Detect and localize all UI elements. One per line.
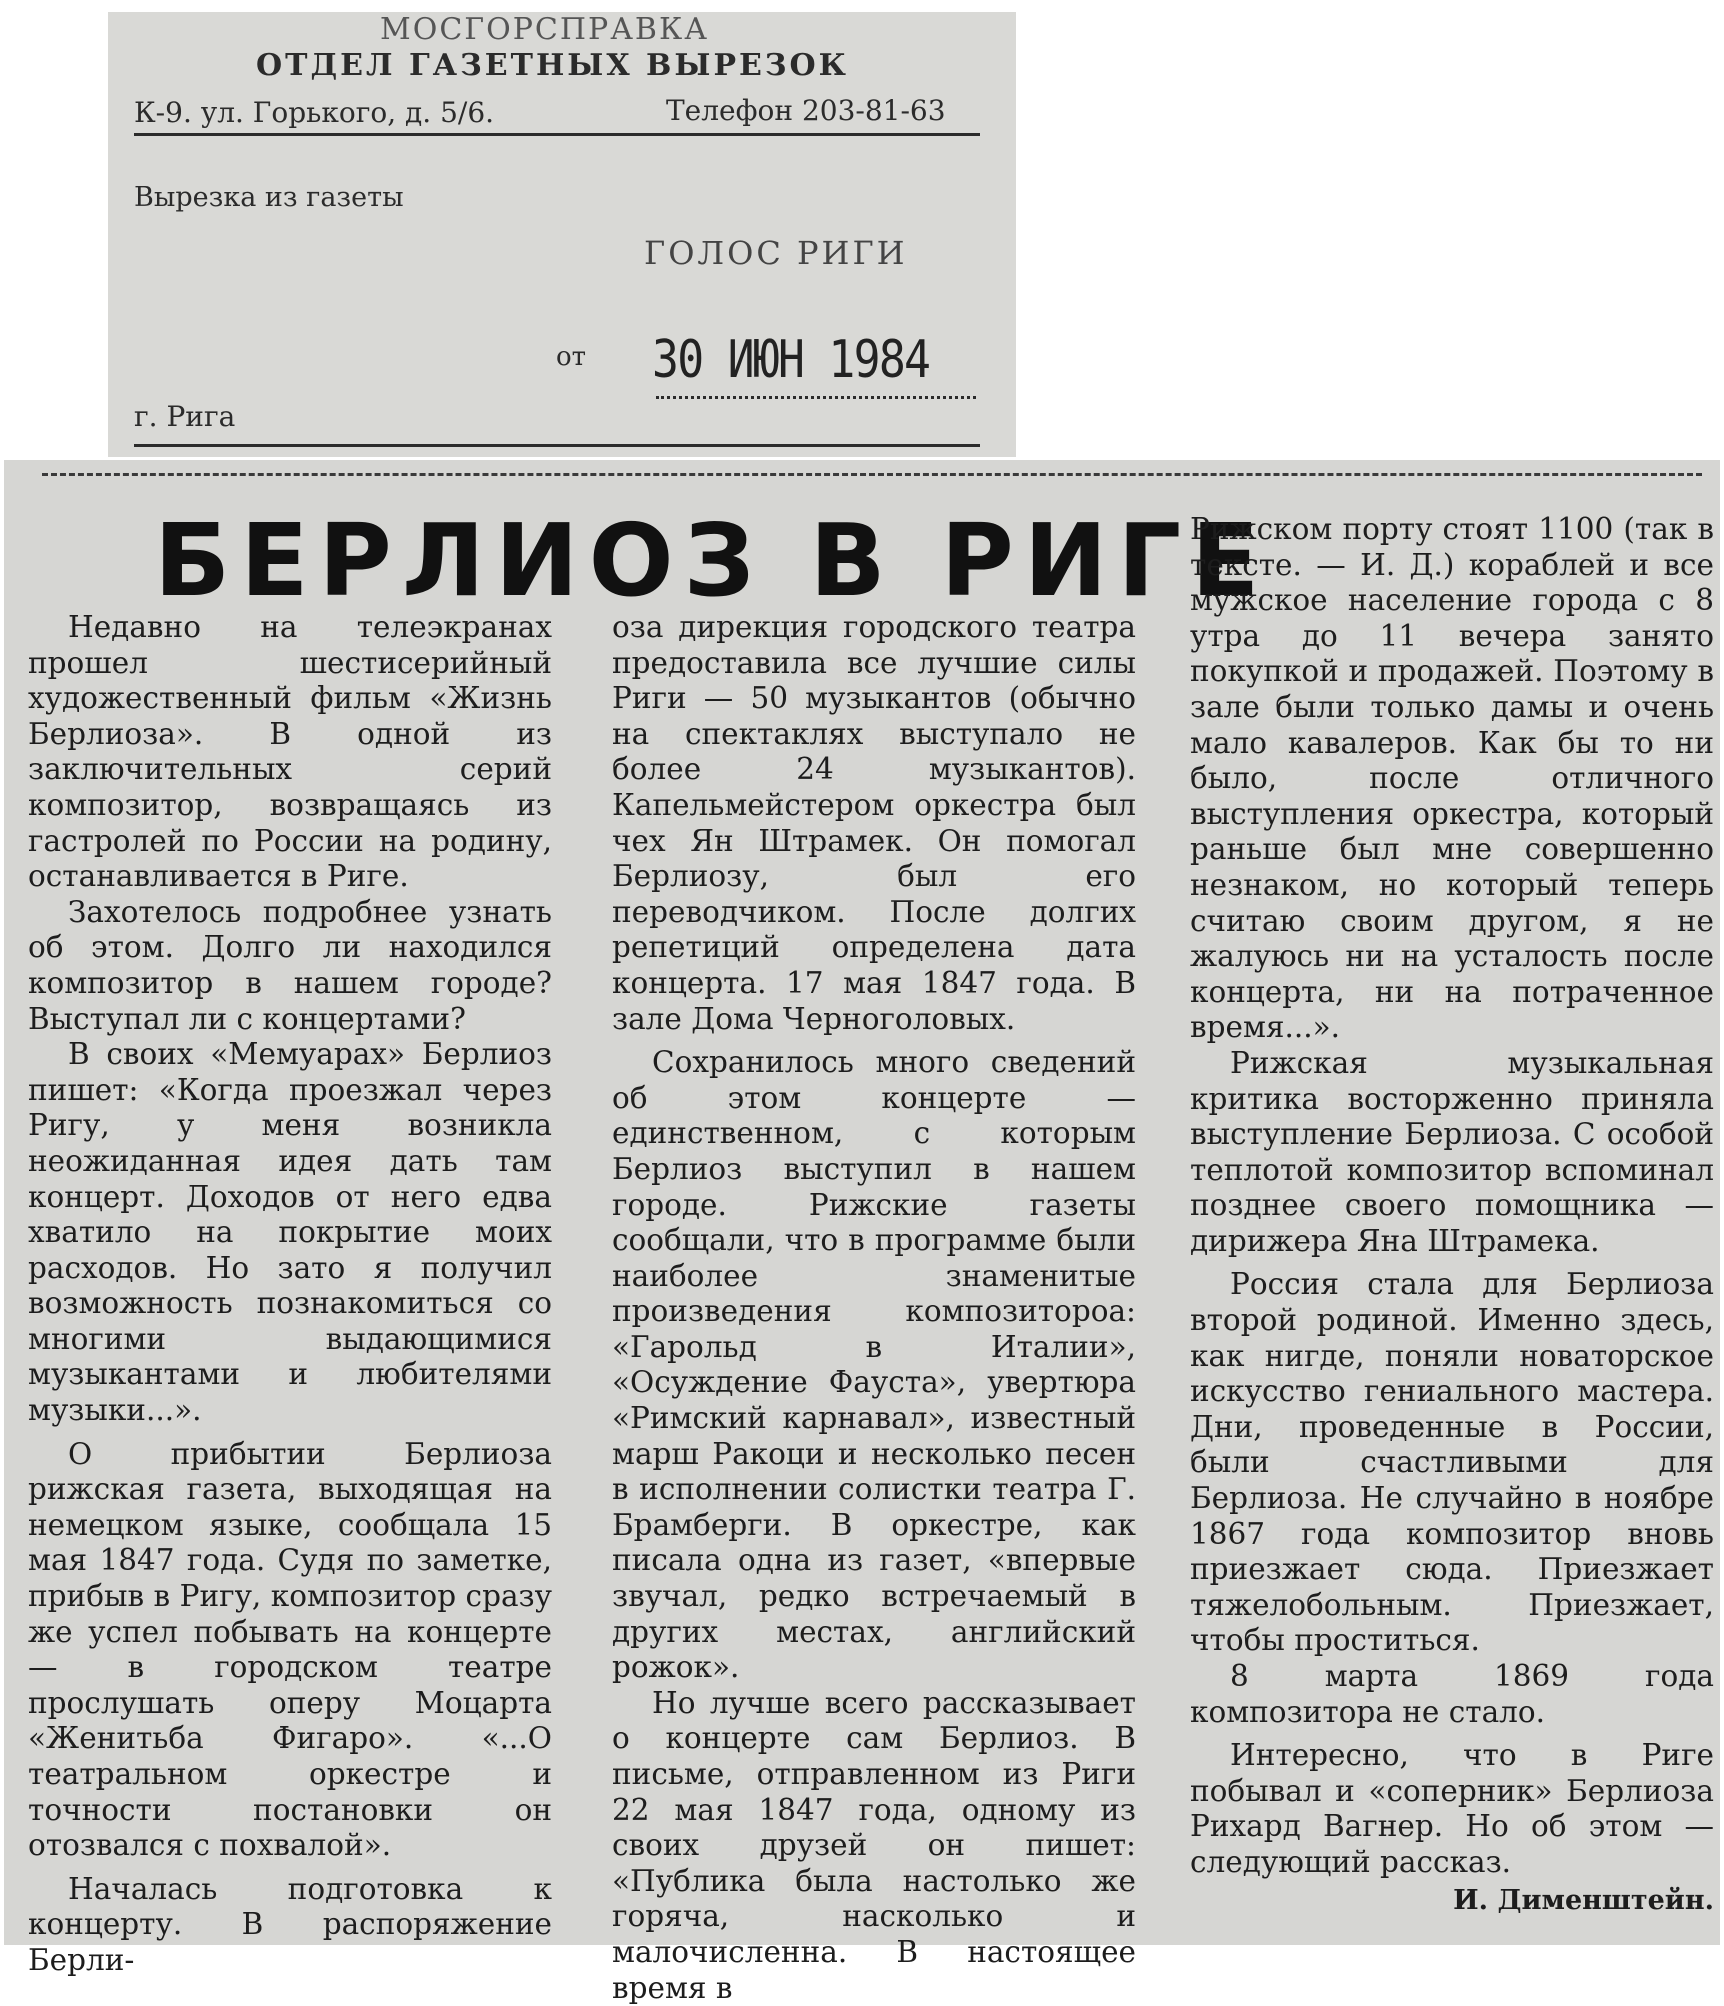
author-signature: И. Дименштейн. (1453, 1884, 1714, 1916)
newspaper-clipping (4, 460, 1720, 2005)
address: К-9. ул. Горького, д. 5/6. (134, 96, 495, 129)
date-prefix: от (556, 342, 587, 372)
paragraph: О прибытии Берлиоза рижская газета, выходящая на немецком языке, сообщала 15 мая 1847 года. Судя по заметке, прибыв в Ригу, композитор сразу же успел побывать на концерте — в городском театре прослушать оперу Моцарта «Женитьба Фигаро». «...О театральном оркестре и точности постановки он отозвался с похвалой». (28, 1436, 552, 1863)
article-title: БЕРЛИОЗ В РИГЕ (154, 502, 1270, 619)
paragraph: Началась подготовка к концерту. В распоряжение Берли- (28, 1871, 552, 1977)
phone: Телефон 203-81-63 (666, 94, 946, 127)
header-rule (134, 133, 980, 136)
article-column-2 (612, 610, 1136, 2006)
paragraph: Интересно, что в Риге побывал и «соперник» Берлиоза Рихард Вагнер. Но об этом — следующий рассказ. (1190, 1738, 1714, 1879)
paragraph: Захотелось подробнее узнать об этом. Долго ли находился композитор в нашем городе? Выступал ли с концертами? (28, 894, 552, 1036)
paragraph: Россия стала для Берлиоза второй родиной. Именно здесь, как нигде, поняли новаторское искусство гениального мастера. Дни, проведенные в России, были счастливыми для Берлиоза. Не случайно в ноябре 1867 года композитор вновь приезжает сюда. Приезжает тяжелобольным. Приезжает, чтобы проститься. (1190, 1267, 1714, 1658)
cut-line (42, 473, 1702, 476)
article-column-1 (28, 610, 552, 1979)
paragraph: 8 марта 1869 года композитора не стало. (1190, 1659, 1714, 1729)
paragraph: Рижская музыкальная критика восторженно приняла выступление Берлиоза. С особой теплотой композитор вспоминал позднее своего помощника — дирижера Яна Штрамека. (1190, 1045, 1714, 1258)
paragraph: В своих «Мемуарах» Берлиоз пишет: «Когда проезжал через Ригу, у меня возникла неожиданная идея дать там концерт. Доходов от него едва хватило на покрытие моих расходов. Но зато я получил возможность познакомиться со многими выдающимися музыкантами и любителями музыки...». (28, 1037, 552, 1428)
paragraph: Сохранилось много сведений об этом концерте — единственном, с которым Берлиоз выступил в нашем городе. Рижские газеты сообщали, что в программе были наиболее знаменитые произведения композитороа: «Гарольд в Италии», «Осуждение Фауста», увертюра «Римский карнавал», известный марш Ракоци и несколько песен в исполнении солистки театра Г. Брамберги. В оркестре, как писала одна из газет, «впервые звучал, редко встречаемый в других местах, английский рожок». (612, 1045, 1136, 1685)
newspaper-name: ГОЛОС РИГИ (644, 234, 908, 272)
city: г. Рига (134, 400, 236, 433)
clipping-label (108, 12, 1016, 457)
date-stamp: 30 ИЮН 1984 (652, 330, 930, 390)
paragraph: Недавно на телеэкранах прошел шестисерийный художественный фильм «Жизнь Берлиоза». В одной из заключительных серий композитор, возвращаясь из гастролей по России на родину, останавливается в Риге. (28, 610, 552, 894)
clipping-from-label: Вырезка из газеты (134, 182, 404, 213)
date-underline (656, 396, 976, 399)
paragraph: оза дирекция городского театра предоставила все лучшие силы Риги — 50 музыкантов (обычно на спектаклях выступало не более 24 музыкантов). Капельмейстером оркестра был чех Ян Штрамек. Он помогал Берлиозу, был его переводчиком. После долгих репетиций определена дата концерта. 17 мая 1847 года. В зале Дома Черноголовых. (612, 610, 1136, 1036)
department-name: ОТДЕЛ ГАЗЕТНЫХ ВЫРЕЗОК (256, 48, 849, 83)
agency-name: МОСГОРСПРАВКА (380, 12, 709, 47)
footer-rule (134, 444, 980, 447)
paragraph: Рижском порту стоят 1100 (так в тексте. — И. Д.) кораблей и все мужское население города с 8 утра до 11 вечера занято покупкой и продажей. Поэтому в зале были только дамы и очень мало кавалеров. Как бы то ни было, после отличного выступления оркестра, который раньше был мне совершенно незнаком, но который теперь считаю своим другом, я не жалуюсь ни на усталость после концерта, ни на потраченное время...». (1190, 512, 1714, 1045)
article-column-3 (1190, 512, 1714, 1918)
paragraph: Но лучше всего рассказывает о концерте сам Берлиоз. В письме, отправленном из Риги 22 мая 1847 года, одному из своих друзей он пишет: «Публика была настолько же горяча, насколько и малочисленна. В настоящее время в (612, 1685, 1136, 2005)
